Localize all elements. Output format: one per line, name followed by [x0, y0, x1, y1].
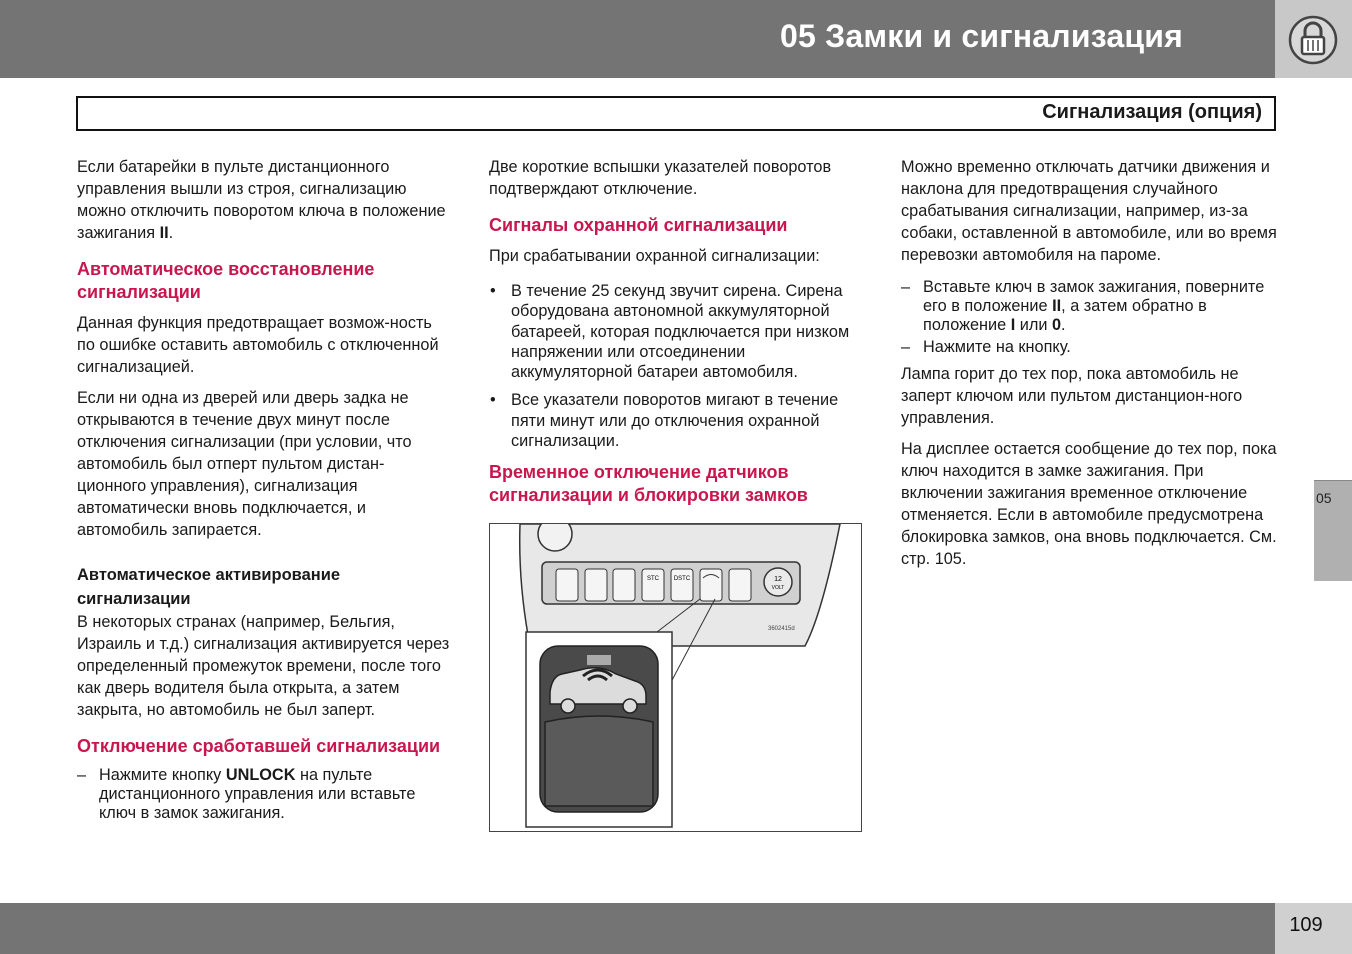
- figure-code: 3602415d: [768, 626, 795, 632]
- paragraph: Можно временно отключать датчики движения и наклона для предотвращения случайного срабатывания сигнализации, например, из-за собаки, оставленной в автомобиле, или во время перевозки автомобиля на пароме.: [901, 158, 1277, 264]
- padlock-icon: [1288, 15, 1338, 65]
- paragraph: В некоторых странах (например, Бельгия, Израиль и т.д.) сигнализация активируется через определенный промежуток времени, после того как дверь водителя была открыта, а затем закрыта, но автомобиль не был заперт.: [77, 613, 450, 719]
- page-number-box: [1275, 903, 1352, 954]
- paragraph: [77, 156, 452, 244]
- heading-temporary-disable: Временное отключение датчиков сигнализации и блокировки замков: [489, 462, 808, 506]
- column-1: [77, 156, 452, 829]
- text: .: [1061, 316, 1066, 334]
- paragraph: Данная функция предотвращает возмож-ность по ошибке оставить автомобиль с отключенной сигнализацией.: [77, 314, 439, 376]
- volt-number: 12: [774, 576, 782, 583]
- dstc-label: DSTC: [673, 576, 691, 582]
- heading-disable-triggered: Отключение сработавшей сигнализации: [77, 736, 441, 756]
- heading-auto-restore: Автоматическое восстановление сигнализации: [77, 259, 375, 302]
- chapter-title: 05 Замки и сигнализация: [780, 18, 1183, 54]
- page-number: 109: [1289, 914, 1323, 936]
- bold-text: II: [159, 224, 169, 242]
- paragraph: Лампа горит до тех пор, пока автомобиль не заперт ключом или пультом дистанцион-ного управления.: [901, 365, 1243, 427]
- column-2: [489, 156, 864, 515]
- list-item: [901, 278, 1281, 335]
- section-header: [76, 96, 1276, 131]
- paragraph: Если ни одна из дверей или дверь задка не открываются в течение двух минут после отключения сигнализации (при условии, что автомобиль был отперт пультом дистан-ционного управления), сигнализация автоматически вновь подключается, и автомобиль запирается.: [77, 389, 412, 539]
- text: или: [1015, 316, 1052, 334]
- bold-text: I: [1010, 316, 1016, 334]
- header-bar: [0, 0, 1275, 78]
- footer-bar: [0, 903, 1275, 954]
- heading-alarm-signals: Сигналы охранной сигнализации: [489, 215, 788, 235]
- paragraph: На дисплее остается сообщение до тех пор, пока ключ находится в замке зажигания. При включении зажигания временное отключение отменяется. Если в автомобиле предусмотрена блокировка замков, она вновь подключается. См. стр. 105.: [901, 440, 1277, 568]
- text: .: [168, 224, 174, 242]
- bold-text: II: [1052, 297, 1062, 315]
- section-title: Сигнализация (опция): [1042, 101, 1262, 123]
- panel-buttons: [556, 569, 751, 601]
- text: Вставьте ключ в замок зажигания, поверните его в положение: [923, 278, 1265, 315]
- list-item: • Все указатели поворотов мигают в течение пяти минут или до отключения охранной сигнализации.: [489, 390, 864, 451]
- stc-label: STC: [647, 576, 659, 582]
- list-item: • В течение 25 секунд звучит сирена. Сирена оборудована автономной аккумуляторной батареей, которая подключается при низком напряжении или отсоединении аккумуляторной батареи автомобиля.: [489, 281, 864, 382]
- list-item: [77, 766, 452, 823]
- heading-auto-activation: Автоматическое активирование сигнализации: [77, 566, 341, 608]
- text: , а затем обратно в положение: [923, 297, 1207, 334]
- volt-label: VOLT: [771, 585, 785, 591]
- panel-illustration: [490, 524, 861, 831]
- round-knob-icon: [538, 524, 572, 551]
- list-item: – Нажмите на кнопку.: [901, 338, 1281, 357]
- text: Нажмите кнопку: [99, 766, 226, 784]
- bold-text: 0: [1051, 316, 1062, 334]
- button-panel-figure: [489, 523, 862, 832]
- text: на пульте дистанционного управления или вставьте ключ в замок зажигания.: [99, 766, 416, 822]
- dash-list: [77, 766, 452, 823]
- side-tab-label: 05: [1316, 490, 1332, 506]
- paragraph: При срабатывании охранной сигнализации:: [489, 247, 820, 265]
- text: Если батарейки в пульте дистанционного управления вышли из строя, сигнализацию можно отключить поворотом ключа в положение зажигания: [77, 158, 446, 242]
- chapter-side-tab: [1314, 480, 1352, 581]
- chapter-icon-box: [1275, 0, 1352, 78]
- dash-list: [901, 278, 1281, 357]
- column-3: [901, 156, 1281, 579]
- bold-text: UNLOCK: [225, 766, 296, 784]
- bullet-list: [489, 281, 864, 451]
- paragraph: Две короткие вспышки указателей поворотов подтверждают отключение.: [489, 158, 832, 198]
